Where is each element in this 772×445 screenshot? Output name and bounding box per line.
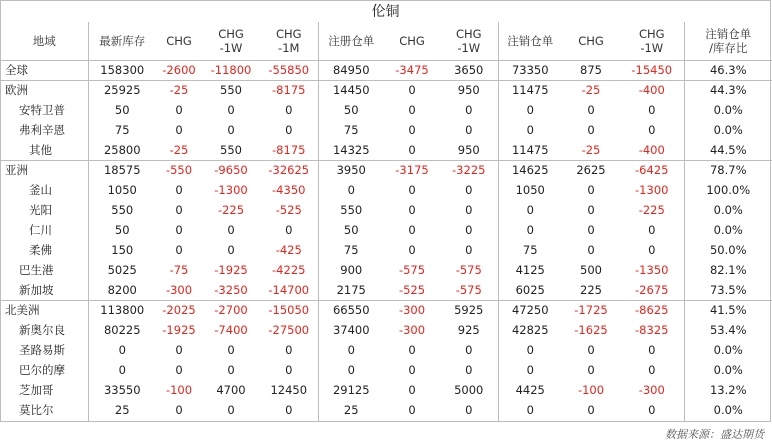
table-frame <box>0 22 771 422</box>
value-cell: 900 <box>318 261 384 281</box>
value-cell: 550 <box>220 142 242 157</box>
value-cell: 0 <box>587 403 595 417</box>
value-cell: -575 <box>455 282 482 297</box>
region-name-cell: 欧洲 <box>1 81 88 101</box>
value-cell: 0 <box>88 361 156 381</box>
value-cell: 50 <box>318 221 384 241</box>
value-cell: 73350 <box>498 61 562 81</box>
value-cell: 875 <box>562 61 620 81</box>
value-cell: 0 <box>285 103 293 117</box>
value-cell: 0 <box>384 81 440 101</box>
value-cell: 0 <box>175 103 183 117</box>
value-cell: -425 <box>275 243 302 257</box>
value-cell: -300 <box>384 301 440 321</box>
value-cell: 0 <box>408 383 416 397</box>
value-cell: -4225 <box>272 263 306 277</box>
value-cell: 113800 <box>88 301 156 321</box>
value-cell: 6025 <box>498 281 562 301</box>
value-cell: -300 <box>398 323 426 337</box>
location-row <box>1 221 772 241</box>
region-row <box>1 81 772 101</box>
value-cell: 18575 <box>88 161 156 181</box>
value-cell: 0 <box>227 123 235 137</box>
value-cell: 0 <box>498 201 562 221</box>
value-cell: -75 <box>169 263 189 277</box>
value-cell: 0 <box>648 243 656 257</box>
value-cell: 25925 <box>88 81 156 101</box>
region-row <box>1 61 772 81</box>
value-cell: 0 <box>175 243 183 257</box>
value-cell: 3950 <box>318 161 384 181</box>
value-cell: 0.0% <box>684 341 772 361</box>
value-cell: 14325 <box>318 141 384 161</box>
value-cell: 0 <box>175 123 183 137</box>
value-cell: -6425 <box>620 161 684 181</box>
value-cell: -225 <box>638 203 665 217</box>
value-cell: 0 <box>227 103 235 117</box>
value-cell: 0 <box>587 343 595 357</box>
value-cell: 950 <box>440 81 498 101</box>
value-cell: 0 <box>408 343 416 357</box>
value-cell: 41.5% <box>684 301 772 321</box>
value-cell: 11475 <box>498 141 562 161</box>
value-cell: 50.0% <box>684 241 772 261</box>
value-cell: -550 <box>156 161 202 181</box>
column-header: CHG -1W <box>202 22 260 61</box>
value-cell: 84950 <box>318 61 384 81</box>
value-cell: -2675 <box>635 282 669 297</box>
column-header: CHG <box>562 22 620 61</box>
table-header-row <box>1 22 772 61</box>
value-cell: 80225 <box>88 321 156 341</box>
value-cell: 78.7% <box>684 161 772 181</box>
value-cell: -1925 <box>214 263 248 277</box>
region-name-cell: 全球 <box>1 61 88 81</box>
value-cell: 0 <box>587 103 595 117</box>
value-cell: 4700 <box>216 383 246 397</box>
location-row <box>1 261 772 281</box>
region-name-cell: 巴尔的摩 <box>19 363 65 377</box>
data-source-note: 数据来源：盛达期货 <box>665 428 764 441</box>
region-name-cell: 北美洲 <box>1 301 88 321</box>
value-cell: -1300 <box>214 183 248 197</box>
value-cell: 75 <box>88 121 156 141</box>
value-cell: 0 <box>175 223 183 237</box>
value-cell: -55850 <box>260 61 318 81</box>
value-cell: 150 <box>88 241 156 261</box>
value-cell: 0 <box>587 203 595 217</box>
value-cell: 75 <box>498 241 562 261</box>
report-title: 伦铜 <box>0 0 771 22</box>
value-cell: 0 <box>408 403 416 417</box>
value-cell: -400 <box>638 142 665 157</box>
value-cell: 0 <box>648 103 656 117</box>
value-cell: 0 <box>498 361 562 381</box>
location-row <box>1 181 772 201</box>
value-cell: 0 <box>227 223 235 237</box>
value-cell: 100.0% <box>684 181 772 201</box>
value-cell: 0 <box>648 123 656 137</box>
value-cell: 0 <box>648 363 656 377</box>
value-cell: 0.0% <box>684 101 772 121</box>
value-cell: -2700 <box>202 301 260 321</box>
value-cell: -15050 <box>260 301 318 321</box>
value-cell: 0 <box>175 403 183 417</box>
value-cell: -100 <box>165 383 193 397</box>
value-cell: 1050 <box>498 181 562 201</box>
value-cell: 0 <box>498 401 562 421</box>
column-header: CHG -1W <box>440 22 498 61</box>
value-cell: -27500 <box>268 323 310 337</box>
location-row <box>1 381 772 401</box>
value-cell: -7400 <box>214 323 248 337</box>
region-name-cell: 新加坡 <box>19 282 54 297</box>
value-cell: -3225 <box>440 161 498 181</box>
value-cell: -9650 <box>202 161 260 181</box>
value-cell: 0 <box>465 363 473 377</box>
value-cell: 0 <box>465 203 473 217</box>
value-cell: -25 <box>169 142 189 157</box>
value-cell: 0 <box>465 243 473 257</box>
value-cell: 550 <box>318 201 384 221</box>
value-cell: -575 <box>398 263 426 277</box>
region-row <box>1 301 772 321</box>
value-cell: 5925 <box>440 301 498 321</box>
value-cell: -1300 <box>635 183 669 197</box>
value-cell: 0 <box>175 343 183 357</box>
column-header: 地域 <box>1 22 88 61</box>
region-name-cell: 新奥尔良 <box>19 323 65 337</box>
value-cell: -3475 <box>384 61 440 81</box>
value-cell: 66550 <box>318 301 384 321</box>
value-cell: -3175 <box>384 161 440 181</box>
value-cell: -1925 <box>162 323 196 337</box>
value-cell: 0 <box>175 183 183 197</box>
value-cell: -2600 <box>156 61 202 81</box>
region-name-cell: 安特卫普 <box>19 103 65 117</box>
value-cell: 11475 <box>498 81 562 101</box>
value-cell: 8200 <box>88 281 156 301</box>
value-cell: 0 <box>587 123 595 137</box>
value-cell: -4350 <box>272 183 306 197</box>
value-cell: 0 <box>408 363 416 377</box>
location-row <box>1 321 772 341</box>
value-cell: 0 <box>408 103 416 117</box>
table-body <box>1 61 772 421</box>
value-cell: -525 <box>398 282 426 297</box>
value-cell: 0 <box>318 181 384 201</box>
value-cell: -100 <box>577 383 605 397</box>
value-cell: 0 <box>408 183 416 197</box>
value-cell: 0.0% <box>684 121 772 141</box>
location-row <box>1 281 772 301</box>
value-cell: 0.0% <box>684 401 772 421</box>
value-cell: 5025 <box>88 261 156 281</box>
value-cell: 14450 <box>318 81 384 101</box>
value-cell: 550 <box>88 201 156 221</box>
value-cell: 0 <box>648 223 656 237</box>
value-cell: 950 <box>457 142 480 157</box>
value-cell: -2025 <box>156 301 202 321</box>
value-cell: -400 <box>620 81 684 101</box>
value-cell: 0 <box>227 363 235 377</box>
value-cell: 0 <box>465 103 473 117</box>
column-header: CHG <box>156 22 202 61</box>
value-cell: -225 <box>217 203 245 217</box>
value-cell: -300 <box>638 383 665 397</box>
value-cell: -11800 <box>202 61 260 81</box>
column-header: CHG <box>384 22 440 61</box>
value-cell: 0 <box>648 403 656 417</box>
value-cell: 0 <box>465 223 473 237</box>
value-cell: -8325 <box>635 323 669 337</box>
value-cell: -14700 <box>268 282 310 297</box>
location-row <box>1 341 772 361</box>
value-cell: 0 <box>648 343 656 357</box>
value-cell: 33550 <box>88 381 156 401</box>
value-cell: 0 <box>227 343 235 357</box>
value-cell: -8175 <box>272 142 306 157</box>
value-cell: 0 <box>465 183 473 197</box>
value-cell: 4425 <box>498 381 562 401</box>
value-cell: 0 <box>175 203 183 217</box>
value-cell: 50 <box>88 221 156 241</box>
region-name-cell: 其他 <box>29 142 52 157</box>
value-cell: -25 <box>156 81 202 101</box>
value-cell: 500 <box>580 263 602 277</box>
value-cell: 0 <box>465 123 473 137</box>
region-name-cell: 仁川 <box>29 223 52 237</box>
value-cell: 0 <box>285 223 293 237</box>
column-header: 注销仓单 /库存比 <box>684 22 772 61</box>
value-cell: 82.1% <box>684 261 772 281</box>
region-name-cell: 芝加哥 <box>19 383 54 397</box>
value-cell: 0 <box>587 363 595 377</box>
value-cell: 0 <box>498 101 562 121</box>
value-cell: 0 <box>408 203 416 217</box>
value-cell: -25 <box>581 142 601 157</box>
value-cell: 0 <box>175 363 183 377</box>
value-cell: 0.0% <box>684 361 772 381</box>
location-row <box>1 201 772 221</box>
location-row <box>1 401 772 421</box>
region-name-cell: 釜山 <box>29 183 52 197</box>
inventory-table <box>1 22 772 421</box>
value-cell: 29125 <box>318 381 384 401</box>
region-name-cell: 圣路易斯 <box>19 343 65 357</box>
value-cell: 46.3% <box>684 61 772 81</box>
value-cell: 50 <box>318 101 384 121</box>
value-cell: 0 <box>285 403 293 417</box>
column-header: CHG -1M <box>260 22 318 61</box>
value-cell: 47250 <box>498 301 562 321</box>
value-cell: -15450 <box>620 61 684 81</box>
value-cell: 0 <box>227 243 235 257</box>
value-cell: 50 <box>88 101 156 121</box>
value-cell: 13.2% <box>684 381 772 401</box>
location-row <box>1 101 772 121</box>
value-cell: 0 <box>285 363 293 377</box>
value-cell: 0 <box>498 341 562 361</box>
value-cell: 0 <box>498 121 562 141</box>
value-cell: 925 <box>457 323 480 337</box>
value-cell: -1350 <box>635 263 669 277</box>
value-cell: 0 <box>498 221 562 241</box>
location-row <box>1 241 772 261</box>
value-cell: -8625 <box>620 301 684 321</box>
value-cell: 0 <box>88 341 156 361</box>
value-cell: 73.5% <box>684 281 772 301</box>
value-cell: 0 <box>408 223 416 237</box>
region-name-cell: 亚洲 <box>1 161 88 181</box>
value-cell: 0.0% <box>684 221 772 241</box>
region-name-cell: 柔佛 <box>29 243 52 257</box>
location-row <box>1 141 772 161</box>
value-cell: 0 <box>587 223 595 237</box>
value-cell: -1725 <box>562 301 620 321</box>
value-cell: 12450 <box>270 383 308 397</box>
value-cell: 0 <box>318 341 384 361</box>
value-cell: 0 <box>408 243 416 257</box>
value-cell: -525 <box>275 203 302 217</box>
value-cell: -575 <box>455 263 482 277</box>
value-cell: 0 <box>587 243 595 257</box>
value-cell: 25 <box>318 401 384 421</box>
value-cell: 158300 <box>88 61 156 81</box>
value-cell: 53.4% <box>684 321 772 341</box>
value-cell: 0 <box>408 142 416 157</box>
value-cell: 25800 <box>88 141 156 161</box>
value-cell: 225 <box>580 282 602 297</box>
value-cell: -1625 <box>574 323 608 337</box>
column-header: CHG -1W <box>620 22 684 61</box>
value-cell: -300 <box>165 282 193 297</box>
location-row <box>1 121 772 141</box>
region-name-cell: 弗利辛恩 <box>19 123 65 137</box>
location-row <box>1 361 772 381</box>
value-cell: 25 <box>88 401 156 421</box>
value-cell: 550 <box>202 81 260 101</box>
value-cell: 37400 <box>318 321 384 341</box>
value-cell: -32625 <box>260 161 318 181</box>
region-name-cell: 光阳 <box>29 203 52 217</box>
value-cell: 1050 <box>88 181 156 201</box>
value-cell: 44.3% <box>684 81 772 101</box>
value-cell: -8175 <box>260 81 318 101</box>
value-cell: 14625 <box>498 161 562 181</box>
value-cell: 0 <box>227 403 235 417</box>
value-cell: 0 <box>465 403 473 417</box>
value-cell: 3650 <box>440 61 498 81</box>
value-cell: 75 <box>318 121 384 141</box>
value-cell: 0.0% <box>684 201 772 221</box>
value-cell: 4125 <box>498 261 562 281</box>
value-cell: 5000 <box>454 383 484 397</box>
value-cell: 44.5% <box>684 141 772 161</box>
value-cell: 2175 <box>318 281 384 301</box>
region-name-cell: 巴生港 <box>19 263 54 277</box>
value-cell: 0 <box>318 361 384 381</box>
column-header: 注销仓单 <box>498 22 562 61</box>
value-cell: 0 <box>408 123 416 137</box>
column-header: 注册仓单 <box>318 22 384 61</box>
value-cell: 0 <box>285 123 293 137</box>
value-cell: 0 <box>587 183 595 197</box>
column-header: 最新库存 <box>88 22 156 61</box>
value-cell: 75 <box>318 241 384 261</box>
value-cell: 2625 <box>562 161 620 181</box>
value-cell: 42825 <box>498 321 562 341</box>
region-name-cell: 莫比尔 <box>19 403 54 417</box>
value-cell: -25 <box>562 81 620 101</box>
region-row <box>1 161 772 181</box>
value-cell: 0 <box>465 343 473 357</box>
value-cell: 0 <box>285 343 293 357</box>
value-cell: -3250 <box>214 282 248 297</box>
